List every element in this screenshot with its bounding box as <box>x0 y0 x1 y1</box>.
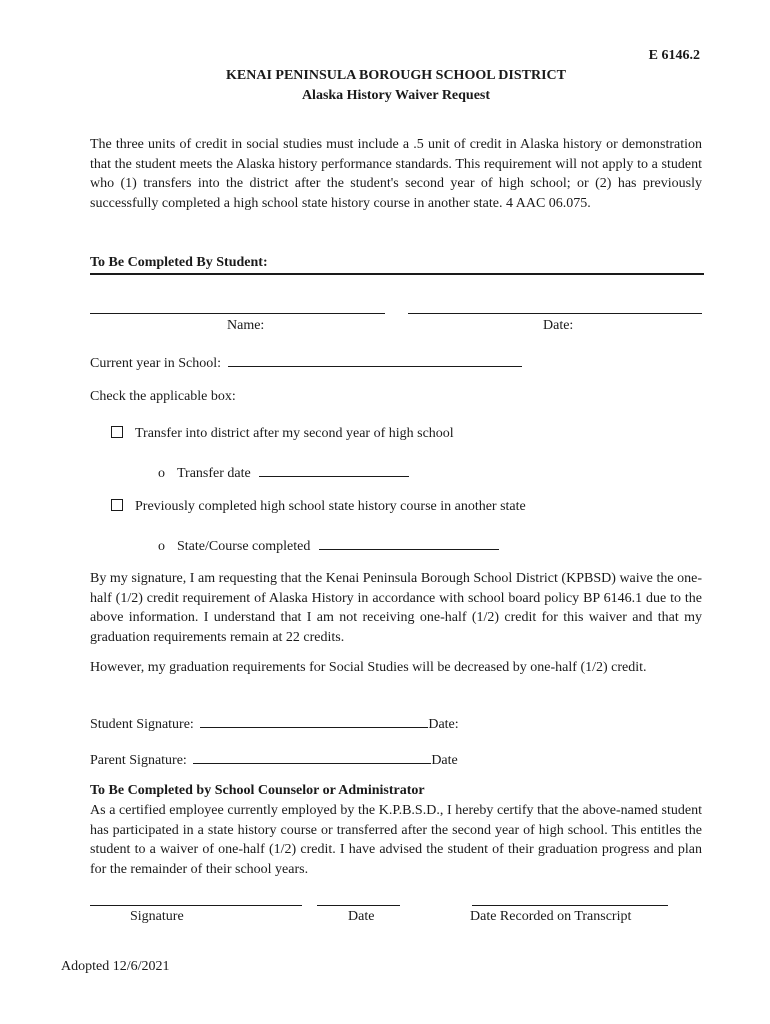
parent-signature-label: Parent Signature: <box>90 753 187 768</box>
option1-row <box>111 426 454 442</box>
student-section-heading: To Be Completed By Student: <box>90 255 268 270</box>
transcript-date-label: Date Recorded on Transcript <box>470 909 632 924</box>
form-title: Alaska History Waiver Request <box>301 88 491 103</box>
however-paragraph: However, my graduation requirements for Social Studies will be decreased by one-half (1/2) credit. <box>90 660 647 675</box>
option1-label: Transfer into district after my second year of high school <box>135 426 454 441</box>
counselor-signature-field[interactable] <box>90 905 302 906</box>
current-year-row <box>90 352 522 372</box>
counselor-paragraph: As a certified employee currently employed by the K.P.B.S.D., I hereby certify that the above-named student has participated in a state history course or transferred after the second year of high school. This entitles the student to a waiver of one-half (1/2) credit. I have advised the student of their graduation progress and plan for the remainder of their school years. <box>90 803 702 877</box>
current-year-field[interactable] <box>228 352 522 367</box>
date-field[interactable] <box>408 313 702 314</box>
signature-paragraph: By my signature, I am requesting that the Kenai Peninsula Borough School District (KPBSD) waive the one-half (1/2) credit requirement of Alaska History in accordance with school board policy BP 6146.1 due to the above information. I understand that I am not receiving one-half (1/2) credit for this waiver and that my graduation requirements remain at 22 credits. <box>90 571 702 645</box>
transfer-checkbox[interactable] <box>111 426 123 438</box>
parent-signature-field[interactable] <box>193 749 431 764</box>
student-signature-field[interactable] <box>200 713 428 728</box>
section-divider <box>90 273 704 275</box>
document-code: E 6146.2 <box>648 48 700 63</box>
check-label: Check the applicable box: <box>90 389 236 404</box>
student-date-label: Date: <box>428 717 459 732</box>
adopted-footer: Adopted 12/6/2021 <box>61 959 170 974</box>
bullet-marker: o <box>158 539 165 554</box>
state-history-checkbox[interactable] <box>111 499 123 511</box>
student-signature-row <box>90 713 459 733</box>
option2-sub-row <box>158 535 499 555</box>
current-year-label: Current year in School: <box>90 356 222 371</box>
student-signature-label: Student Signature: <box>90 717 194 732</box>
parent-date-label: Date <box>431 753 458 768</box>
date-label: Date: <box>543 318 574 333</box>
counselor-signature-label: Signature <box>130 909 184 924</box>
name-label: Name: <box>227 318 265 333</box>
bullet-marker: o <box>158 466 165 481</box>
counselor-section-heading: To Be Completed by School Counselor or Administrator <box>90 783 425 798</box>
option1-sub-row <box>158 462 409 482</box>
option2-row <box>111 499 526 515</box>
transfer-date-field[interactable] <box>259 462 409 477</box>
org-name: KENAI PENINSULA BOROUGH SCHOOL DISTRICT <box>226 68 566 83</box>
name-field[interactable] <box>90 313 385 314</box>
state-course-label: State/Course completed <box>177 539 311 554</box>
parent-signature-row <box>90 749 458 769</box>
counselor-date-field[interactable] <box>317 905 400 906</box>
option2-label: Previously completed high school state history course in another state <box>135 499 526 514</box>
counselor-date-label: Date <box>348 909 375 924</box>
intro-paragraph: The three units of credit in social studies must include a .5 unit of credit in Alaska history or demonstration that the student meets the Alaska history performance standards. This requirement will not apply to a student who (1) transfers into the district after the student's second year of high school; or (2) has previously successfully completed a high school state history course in another state. 4 AAC 06.075. <box>90 137 702 211</box>
transfer-date-label: Transfer date <box>177 466 251 481</box>
state-course-field[interactable] <box>319 535 499 550</box>
transcript-date-field[interactable] <box>472 905 668 906</box>
